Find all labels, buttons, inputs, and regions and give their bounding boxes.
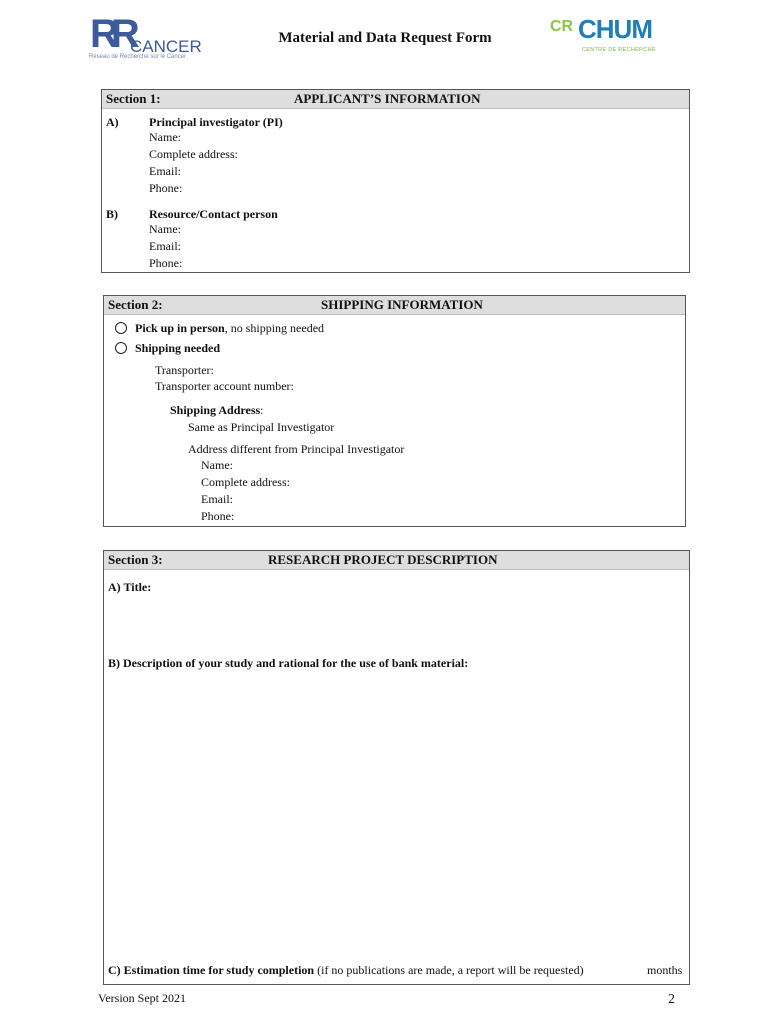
shipping-address-colon: :: [260, 403, 264, 417]
crchum-logo-chum: CHUM: [578, 14, 652, 44]
section1-heading: APPLICANT’S INFORMATION: [294, 91, 481, 106]
rr-logo-tagline: Réseau de Recherche sur le Cancer: [89, 54, 187, 60]
section1-label: Section 1:: [106, 91, 161, 106]
page-number: 2: [668, 992, 675, 1007]
crchum-logo-cr: CR: [550, 18, 574, 35]
shipping-needed-radio[interactable]: [115, 342, 127, 354]
shipping-needed-label[interactable]: Shipping needed: [135, 341, 221, 355]
project-title-label: A) Title:: [108, 580, 152, 594]
transporter-account-field[interactable]: Transporter account number:: [155, 379, 294, 393]
project-title-field[interactable]: [108, 597, 683, 647]
rr-logo-word: CANCER: [130, 37, 202, 56]
completion-time-field[interactable]: [614, 961, 644, 977]
shipping-address-label: [170, 403, 264, 417]
ship-phone-field[interactable]: Phone:: [201, 509, 235, 523]
contact-name-field[interactable]: Name:: [149, 222, 181, 236]
section1-a-marker: A): [106, 115, 119, 129]
pickup-radio[interactable]: [115, 322, 127, 334]
contact-title: Resource/Contact person: [149, 207, 278, 221]
section3-label: Section 3:: [108, 552, 163, 567]
pi-title: Principal investigator (PI): [149, 115, 283, 129]
study-description-label: B) Description of your study and rational for the use of bank material:: [108, 656, 469, 670]
completion-time-label: [108, 963, 584, 977]
section2-box: [103, 295, 686, 527]
pickup-option-bold: Pick up in person: [135, 321, 225, 335]
version-label: Version Sept 2021: [98, 991, 186, 1005]
months-unit: months: [647, 963, 683, 977]
rr-logo-mark: RR: [90, 12, 132, 56]
pickup-option-rest: , no shipping needed: [224, 321, 325, 335]
section3-box: [103, 550, 690, 985]
contact-phone-field[interactable]: Phone:: [149, 256, 183, 270]
section1-b-marker: B): [106, 207, 118, 221]
ship-address-field[interactable]: Complete address:: [201, 475, 290, 489]
section1-box: [101, 89, 690, 273]
shipping-address-bold: Shipping Address: [170, 403, 261, 417]
section2-label: Section 2:: [108, 297, 163, 312]
form-title: Material and Data Request Form: [278, 30, 492, 46]
pi-phone-field[interactable]: Phone:: [149, 181, 183, 195]
section3-heading: RESEARCH PROJECT DESCRIPTION: [268, 552, 498, 567]
contact-email-field[interactable]: Email:: [149, 239, 181, 253]
crchum-logo: [550, 14, 670, 59]
pickup-option-label[interactable]: [135, 321, 324, 335]
study-description-field[interactable]: [108, 675, 683, 955]
pi-name-field[interactable]: Name:: [149, 130, 181, 144]
crchum-logo-tagline: CENTRE DE RECHERCHE: [582, 47, 656, 53]
section2-heading: SHIPPING INFORMATION: [321, 297, 483, 312]
ship-name-field[interactable]: Name:: [201, 458, 233, 472]
completion-time-bold: C) Estimation time for study completion: [108, 963, 315, 977]
ship-email-field[interactable]: Email:: [201, 492, 233, 506]
pi-address-field[interactable]: Complete address:: [149, 147, 238, 161]
pi-email-field[interactable]: Email:: [149, 164, 181, 178]
different-address-option[interactable]: Address different from Principal Investigator: [188, 442, 405, 456]
same-as-pi-option[interactable]: Same as Principal Investigator: [188, 420, 335, 434]
transporter-field[interactable]: Transporter:: [155, 363, 214, 377]
completion-time-note: (if no publications are made, a report will be requested): [314, 963, 584, 977]
